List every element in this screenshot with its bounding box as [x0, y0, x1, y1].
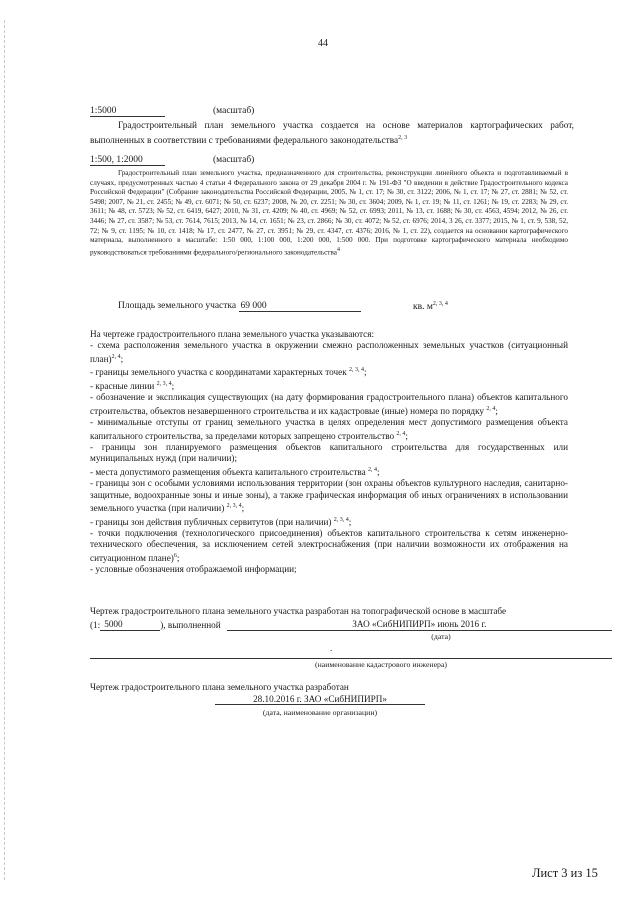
list-item-text: - границы зон действия публичных сервитутов (при наличии): [90, 516, 332, 527]
list-item-text: - границы земельного участка с координатами характерных точек: [90, 367, 347, 378]
list-intro: На чертеже градостроительного плана земельного участка указываются:: [90, 329, 375, 339]
list-item-sup: 6: [173, 552, 177, 559]
topographic-base-block: [90, 605, 612, 671]
list-item: [90, 515, 568, 528]
list-item: [90, 340, 568, 365]
list-item-tail: ;: [241, 503, 245, 514]
topo-scale-value: 5000: [100, 618, 160, 631]
scan-edge-line: [4, 20, 6, 880]
topo-line1: Чертеж градостроительного плана земельного участка разработан на топографической основе в масштабе: [90, 606, 507, 616]
drawing-contents-list: [90, 329, 568, 576]
area-unit: кв. м: [413, 302, 433, 313]
list-item-tail: ;: [348, 516, 352, 527]
paragraph-cartographic-sup: 2, 3: [398, 135, 408, 141]
list-item: [90, 478, 568, 514]
developer-caption: (дата, наименование организации): [262, 708, 378, 717]
area-unit-wrap: [413, 301, 448, 312]
list-item-tail: ;: [120, 353, 124, 364]
area-label: Площадь земельного участка: [118, 301, 237, 311]
list-item-sup: 2, 3, 4: [226, 503, 242, 510]
list-item-sup: 2, 3, 4: [156, 380, 172, 387]
list-item: [90, 528, 568, 564]
area-row: [118, 301, 361, 312]
list-item-sup: 2, 3, 4: [348, 367, 364, 374]
list-item-sup: 2, 4: [396, 430, 406, 437]
topo-line2: [90, 618, 612, 631]
list-item-text: - красные линии: [90, 380, 155, 391]
topo-date-caption: (дата): [431, 632, 451, 641]
paragraph-linear-object-text: Градостроительный план земельного участка, предназначенного для строительства, реконструкции линейного объекта и подготавливаемый в случаях, предусмотренных частью 4 статьи 4 Федерального закона от 29 декабря 2004 г. № 191-ФЗ "О введении в действие Градостроительного кодекса Российской Федерации" (Собрание законодательства Российской Федерации, 2005, № 1, ст. 17; № 30, ст. 3122; 2006, № 1, ст. 17; № 27, ст. 2881; № 52, ст. 5498; 2007, № 21, ст. 2455; № 49, ст. 6071; № 50, ст. 6237; 2008, № 20, ст. 2251; № 30, ст. 3604; 2009, № 1, ст. 19; № 11, ст. 1261; № 19, ст. 2283; № 29, ст. 3611; № 48, ст. 5723; № 52, ст. 6419, 6427; 2010, № 31, ст. 4209; № 40, ст. 4969; № 52, ст. 6993; 2011, № 13, ст. 1688; № 30, ст. 4563, 4594; 2012, № 26, ст. 3446; № 27, ст. 3587; № 53, ст. 7614, 7615; 2013, № 14, ст. 1651; № 23, ст. 2866; № 30, ст. 4072; № 52, ст. 6976; 2014, 3 26, ст. 3377; 2015, № 1, ст. 9, 538, 52, 72; № 9, ст. 1195; № 10, ст. 1418; № 17, ст. 2477, № 27, ст. 3951; № 29, ст. 4347, ст. 4376; 2016, № 1, ст. 22), создается на основании картографического материала, выполненного в масштабе: 1:50 000, 1:100 000, 1:200 000, 1:500 000. При подготовке картографического материала необходимо руководствоваться требованиями федерального/регионального законодательства: [90, 169, 568, 257]
engineer-mark: .: [330, 643, 333, 653]
paragraph-cartographic-basis: [90, 120, 574, 147]
list-item-text: - границы зон планируемого размещения объектов капитального строительства для государственных или муниципальных нужд (при наличии);: [90, 441, 568, 464]
topo-scale-prefix: (1:: [90, 620, 101, 630]
scale-value-1: 1:5000: [90, 106, 165, 117]
list-item-text: - места допустимого размещения объекта капитального строительства: [90, 466, 366, 477]
engineer-line: [90, 644, 612, 659]
list-item-tail: ;: [495, 405, 498, 416]
developer-line1: Чертеж градостроительного плана земельного участка разработан: [90, 682, 349, 692]
list-item: [90, 465, 568, 478]
list-item-tail: ;: [376, 466, 380, 477]
list-item: [90, 564, 568, 575]
list-item-sup: 2, 4: [486, 405, 496, 412]
list-item-text: - схема расположения земельного участка в окружении смежно расположенных земельных участков (ситуационный план): [90, 340, 568, 364]
list-item-text: - условные обозначения отображаемой информации;: [90, 564, 297, 575]
topo-org-date: ЗАО «СибНИПИРП» июнь 2016 г.: [227, 618, 612, 631]
engineer-caption: (наименование кадастрового инженера): [314, 660, 448, 669]
paragraph-cartographic-text: Градостроительный план земельного участка создается на основе материалов картографических работ, выполненных в соответствии с требованиями федерального законодательства: [90, 121, 574, 147]
scale-row-2: [90, 155, 165, 166]
topo-scale-suffix: ), выполненной: [160, 620, 221, 630]
area-value: 69 000: [239, 301, 361, 312]
list-item-text: - обозначение и экспликация существующих (на дату формирования градостроительного плана) объектов капитального строительства, объектов незавершенного строительства и их кадастровые (иные) номера по порядку: [90, 392, 568, 416]
list-item: [90, 392, 568, 417]
developer-value: 28.10.2016 г. ЗАО «СибНИПИРП»: [215, 694, 425, 705]
list-item-text: - минимальные отступы от границ земельного участка в целях определения мест допустимого размещения объекта капитального строительства, за пределами которых запрещено строительство: [90, 417, 568, 441]
page-number: 44: [318, 38, 328, 49]
list-item: [90, 379, 568, 392]
scale-value-2: 1:500, 1:2000: [90, 155, 165, 166]
paragraph-linear-object-sup: 4: [336, 246, 340, 253]
list-item: [90, 417, 568, 442]
list-item-tail: ;: [405, 430, 408, 441]
scale-row-1: [90, 106, 165, 117]
sheet-counter: Лист 3 из 15: [532, 866, 598, 880]
list-item: [90, 442, 568, 465]
list-item: [90, 365, 568, 378]
list-item-sup: 2, 4: [367, 466, 377, 473]
list-item-sup: 2, 3, 4: [333, 516, 349, 523]
scale-label-2: (масштаб): [213, 155, 255, 165]
list-item-sup: 2, 4: [111, 353, 121, 360]
list-item-text: - точки подключения (технологического присоединения) объектов капитального строительства к сетям инженерно-технического обеспечения, за исключением сетей электроснабжения (при наличии возможности их отображения на ситуационном плане): [90, 528, 568, 563]
area-unit-sup: 2, 3, 4: [432, 301, 448, 307]
list-item-text: - границы зон с особыми условиями использования территории (зон охраны объектов культурного наследия, санитарно-защитные, водоохранные зоны и иные зоны), а также графическая информация об иных ограничениях в использовании земельного участка (при наличии): [90, 478, 568, 514]
list-item-tail: ;: [176, 552, 180, 563]
paragraph-linear-object: [90, 169, 568, 258]
scale-label-1: (масштаб): [213, 106, 255, 116]
list-item-tail: ;: [363, 367, 367, 378]
list-item-tail: ;: [171, 380, 175, 391]
